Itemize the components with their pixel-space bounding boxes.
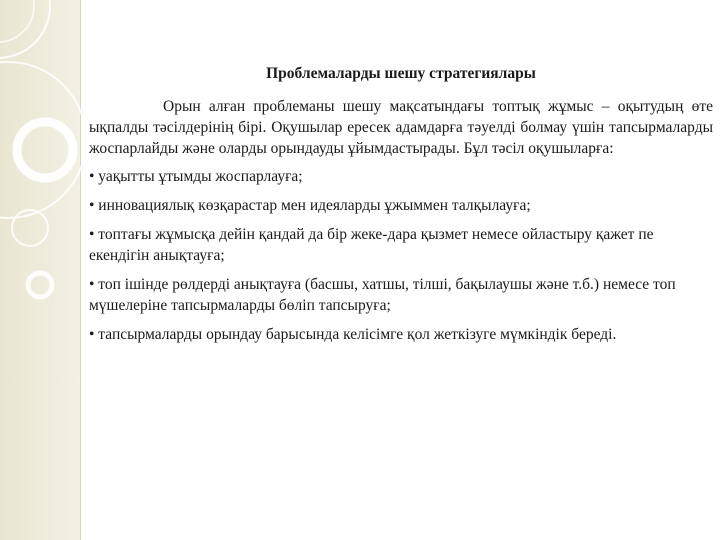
slide-content (89, 64, 713, 353)
decorative-side-panel (0, 0, 80, 540)
bullet-item-time-planning: • уақытты ұтымды жоспарлауға; (89, 168, 303, 185)
bullet-item-agreement: • тапсырмаларды орындау барысында келісімге қол жеткізуге мүмкіндік береді. (89, 326, 617, 343)
side-panel-edge (80, 0, 81, 540)
slide-title: Проблемаларды шешу стратегиялары (266, 65, 536, 82)
bullet-item-roles: • топ ішінде рөлдерді анықтауға (басшы, хатшы, тілші, бақылаушы және т.б.) немесе топ мүшелеріне тапсырмаларды бөліп тапсыруға; (89, 276, 676, 314)
intro-paragraph: Орын алған проблеманы шешу мақсатындағы топтық жұмыс – оқытудың өте ықпалды тәсілдерінің бірі. Оқушылар ересек адамдарға тәуелді болмау үшін тапсырмаларды жоспарлайды және оларды орындауды ұйымдастырады. Бұл тәсіл оқушыларға: (89, 98, 713, 157)
bullet-item-discussion: • инновациялық көзқарастар мен идеяларды ұжыммен талқылауға; (89, 197, 531, 214)
bullet-list (89, 166, 713, 345)
bullet-item-individual-work: • топтағы жұмысқа дейін қандай да бір жеке-дара қызмет немесе ойластыру қажет пе екендігін анықтауға; (89, 226, 654, 264)
